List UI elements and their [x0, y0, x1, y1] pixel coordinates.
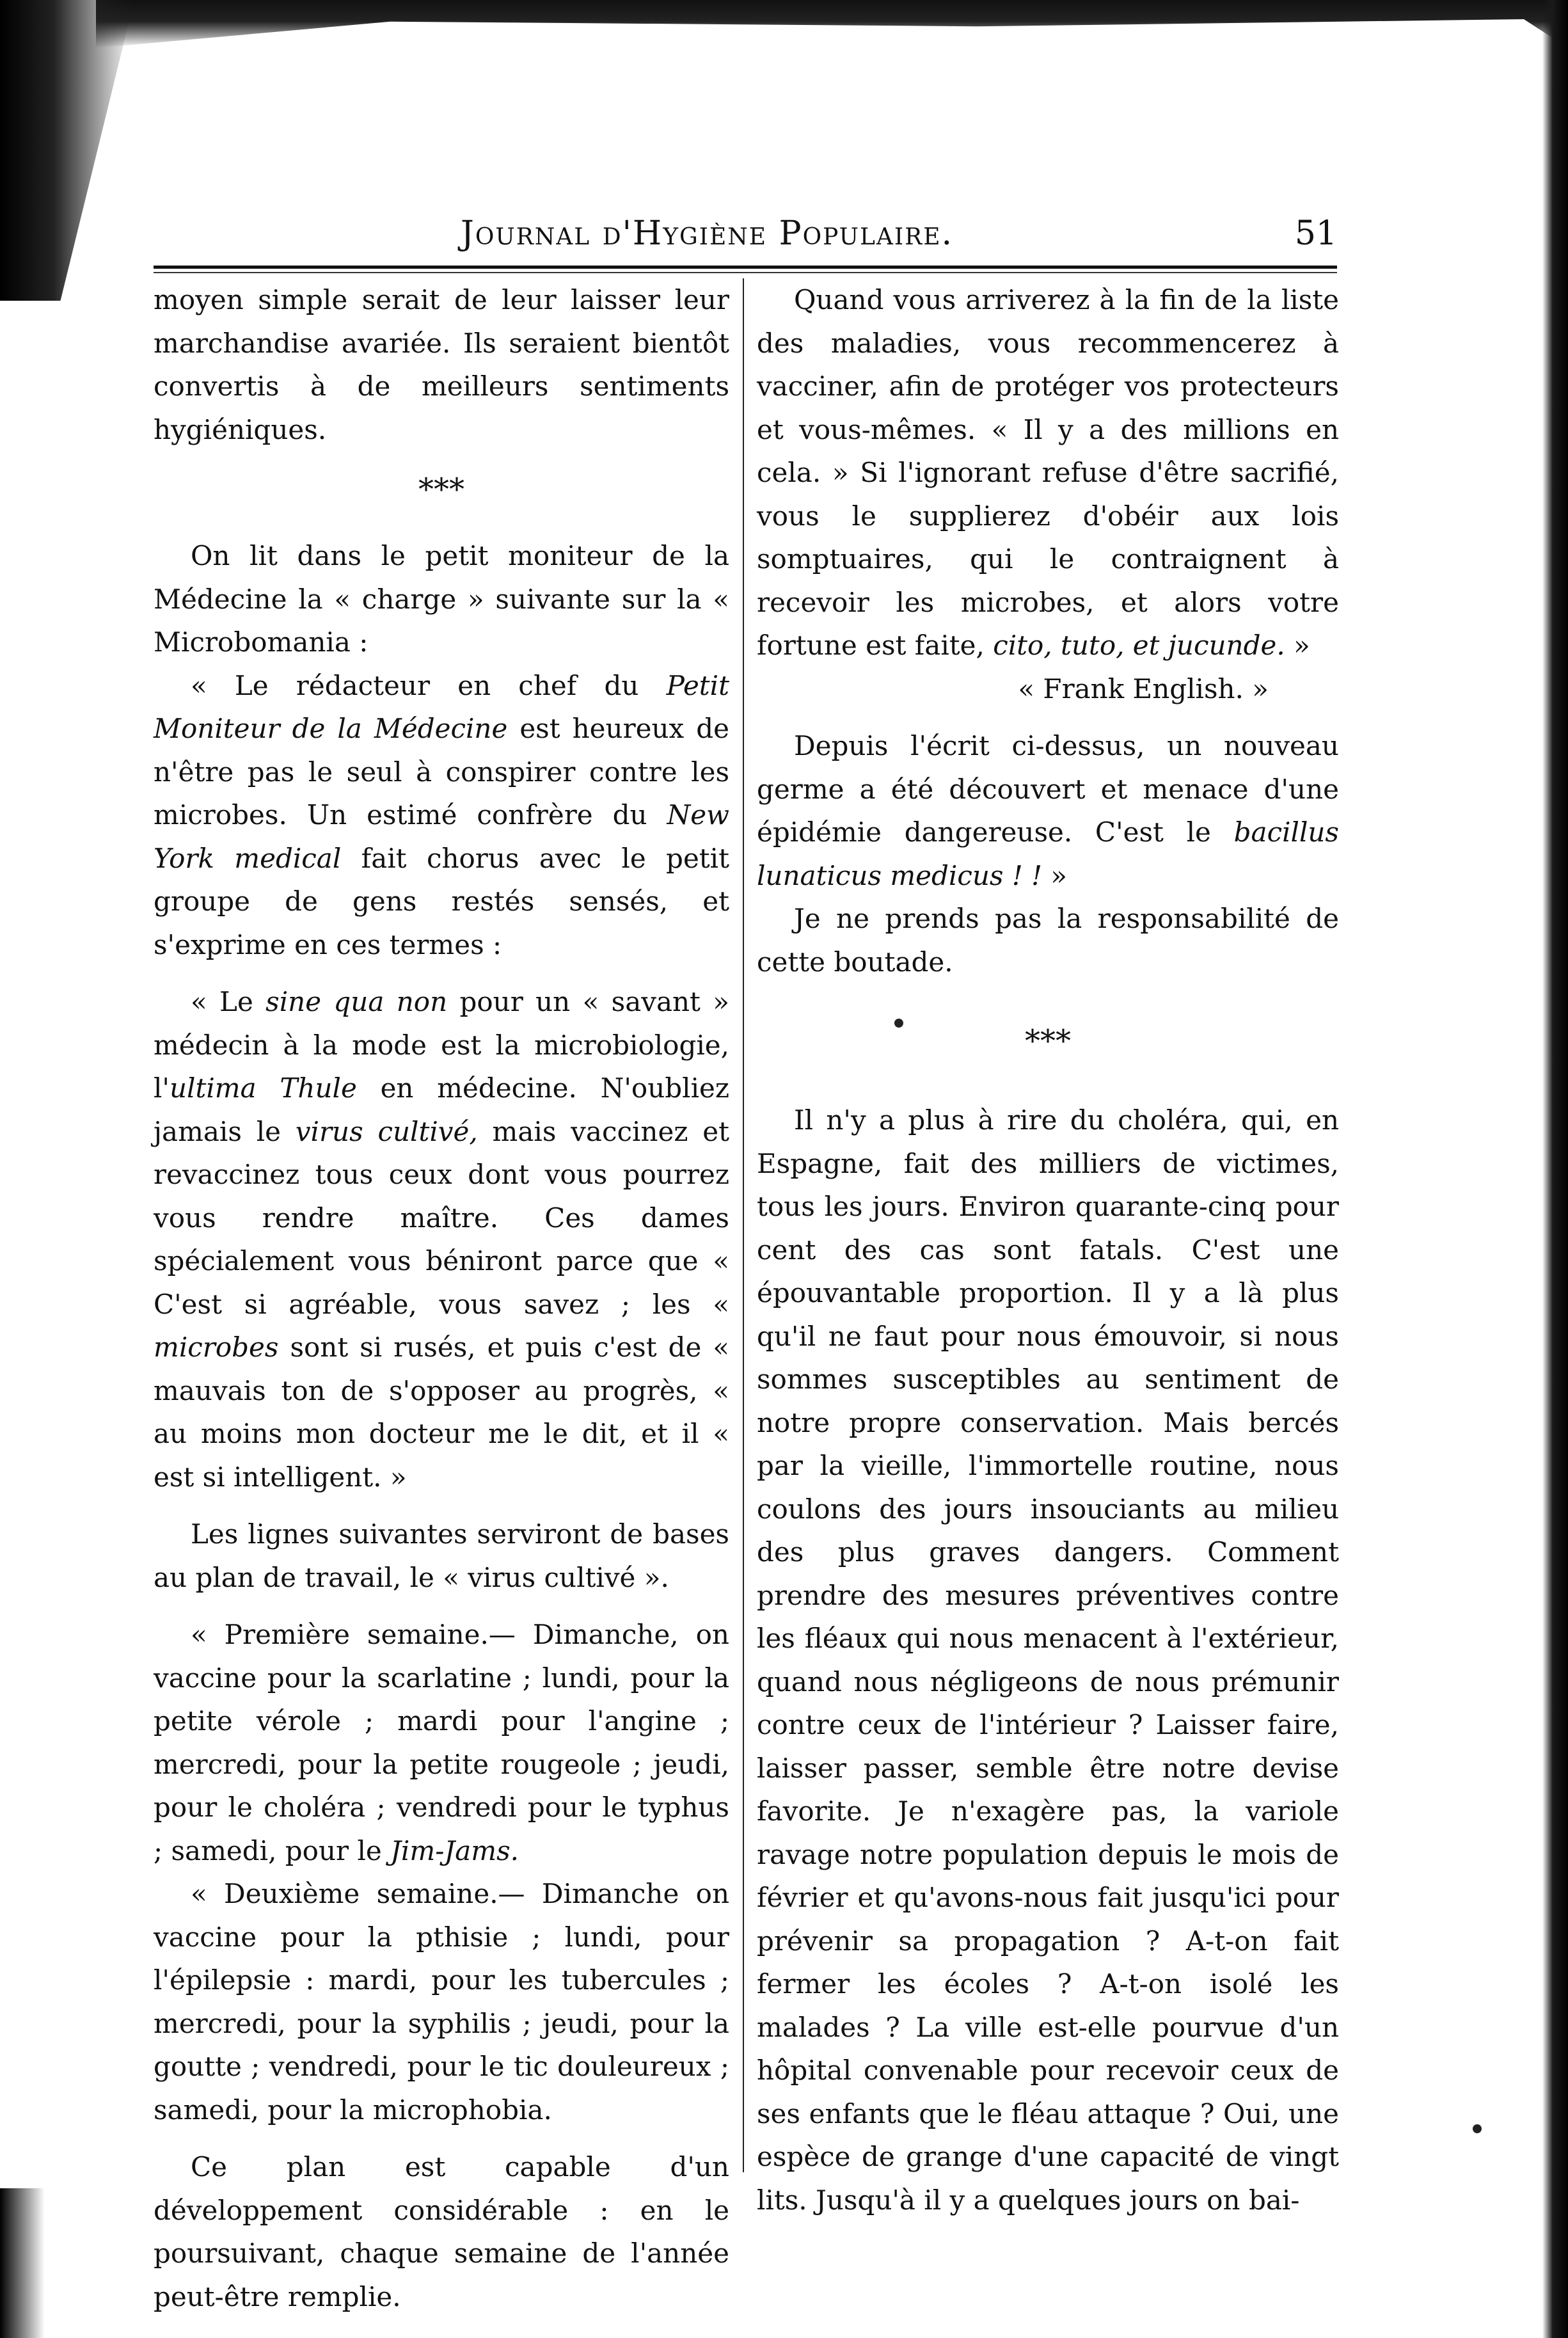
paragraph: Les lignes suivantes serviront de bases au plan de travail, le « virus cultivé ». — [154, 1518, 729, 1593]
text-run: en médecine. N'oubliez jamais le — [154, 1072, 729, 1147]
paragraph — [757, 278, 1339, 667]
paragraph — [154, 1613, 729, 1872]
italic-run: New York medical — [154, 799, 729, 874]
italic-run: microbes — [154, 1332, 279, 1363]
scan-edge-top — [96, 0, 1568, 48]
signature: « Frank English. » — [1018, 672, 1269, 704]
paragraph: Il n'y a plus à rire du choléra, qui, en Espagne, fait des milliers de victimes, tous les jours. Environ quarante-cinq pour cent des cas sont fatals. C'est une épouvantable proportion. Il y a là plus qu'il ne faut pour nous émouvoir, si nous sommes susceptibles au sentiment de notre propre conservation. Mais bercés par la vieille, l'immortelle routine, nous coulons des jours insouciants au milieu des plus graves dangers. Comment prendre des mesures préventives contre les fléaux qui nous menacent à l'extérieur, quand nous négligeons de nous prémunir contre ceux de l'intérieur ? Laisser faire, laisser passer, semble être notre devise favorite. Je n'exagère pas, la variole ravage notre population depuis le mois de février et qu'avons-nous fait jusqu'ici pour prévenir sa propagation ? A-t-on fait fermer les écoles ? A-t-on isolé les malades ? La ville est-elle pourvue d'un hôpital convenable pour recevoir ceux de ses enfants que le fléau attaque ? Oui, une espèce de grange d'une capacité de vingt lits. Jusqu'à il y a quelques jours on bai- — [757, 1104, 1339, 2216]
italic-run: virus cultivé, — [295, 1115, 478, 1147]
paragraph: moyen simple serait de leur laisser leur marchandise avariée. Ils seraient bientôt convertis à de meilleurs sentiments hygiéniques. — [154, 284, 729, 445]
text-run: » — [1285, 630, 1310, 661]
text-run: sont si rusés, et puis c'est de « mauvais ton de s'opposer au progrès, « au moins mon docteur me le dit, et il « est si intelligent. » — [154, 1332, 729, 1493]
asterism: *** — [418, 472, 464, 507]
paragraph — [154, 664, 729, 967]
paragraph: On lit dans le petit moniteur de la Médecine la « charge » suivante sur la « Microbomania : — [154, 540, 729, 658]
header-rule-thin — [154, 272, 1337, 273]
text-run: Depuis l'écrit ci-dessus, un nouveau germe a été découvert et menace d'une épidémie dangereuse. C'est le — [757, 730, 1339, 848]
text-run: « Première semaine.— Dimanche, on vaccine pour la scarlatine ; lundi, pour la petite vérole ; mardi pour l'angine ; mercredi, pour la petite rougeole ; jeudi, pour le choléra ; vendredi pour le typhus ; samedi, pour le — [154, 1619, 729, 1866]
text-run: « Le rédacteur en chef du — [191, 669, 667, 701]
italic-run: cito, tuto, et jucunde. — [993, 630, 1285, 661]
scan-edge-bottom-left — [0, 2188, 45, 2338]
paragraph: Je ne prends pas la responsabilité de cette boutade. — [757, 903, 1339, 978]
text-run: » — [1041, 859, 1067, 891]
scan-edge-left — [0, 0, 134, 301]
left-column — [154, 278, 729, 2318]
text-run: mais vaccinez et revaccinez tous ceux dont vous pourrez vous rendre maître. Ces dames spécialement vous béniront parce que « C'est si agréable, vous savez ; les « — [154, 1115, 729, 1320]
italic-run: Petit Moniteur de la Médecine — [154, 669, 729, 744]
header-rule — [154, 266, 1337, 269]
page-header — [154, 214, 1337, 259]
italic-run: Jim-Jams. — [390, 1834, 519, 1866]
paragraph — [757, 724, 1339, 897]
italic-run: bacillus lunaticus medicus ! ! — [757, 816, 1339, 891]
right-column — [757, 278, 1339, 2222]
scan-speck — [1473, 2124, 1482, 2133]
text-run: « Le — [191, 986, 266, 1017]
scan-edge-right — [1542, 0, 1568, 2338]
text-run: pour un « savant » médecin à la mode est la microbiologie, l' — [154, 986, 729, 1104]
text-run: est heureux de n'être pas le seul à conspirer contre les microbes. Un estimé confrère du — [154, 713, 729, 831]
italic-run: ultima Thule — [169, 1072, 357, 1104]
italic-run: sine qua non — [265, 986, 448, 1017]
paragraph: « Deuxième semaine.— Dimanche on vaccine pour la pthisie ; lundi, pour l'épilepsie : mardi, pour les tubercules ; mercredi, pour la syphilis ; jeudi, pour la goutte ; vendredi, pour le tic douleureux ; samedi, pour la microphobia. — [154, 1878, 729, 2126]
asterism: *** — [1025, 1023, 1071, 1059]
text-run: Quand vous arriverez à la fin de la liste des maladies, vous recommencerez à vacciner, afin de protéger vos protecteurs et vous-mêmes. « Il y a des millions en cela. » Si l'ignorant refuse d'être sacrifié, vous le supplierez d'obéir aux lois somptuaires, qui le contraignent à recevoir les microbes, et alors votre fortune est faite, — [757, 284, 1339, 661]
column-divider — [743, 278, 744, 2172]
paragraph: Ce plan est capable d'un développement considérable : en le poursuivant, chaque semaine de l'année peut-être remplie. — [154, 2151, 729, 2312]
text-run: fait chorus avec le petit groupe de gens restés sensés, et s'exprime en ces termes : — [154, 842, 729, 960]
paragraph — [154, 980, 729, 1499]
running-title: Journal d'Hygiène Populaire. — [461, 214, 954, 253]
page-number: 51 — [1294, 214, 1337, 253]
